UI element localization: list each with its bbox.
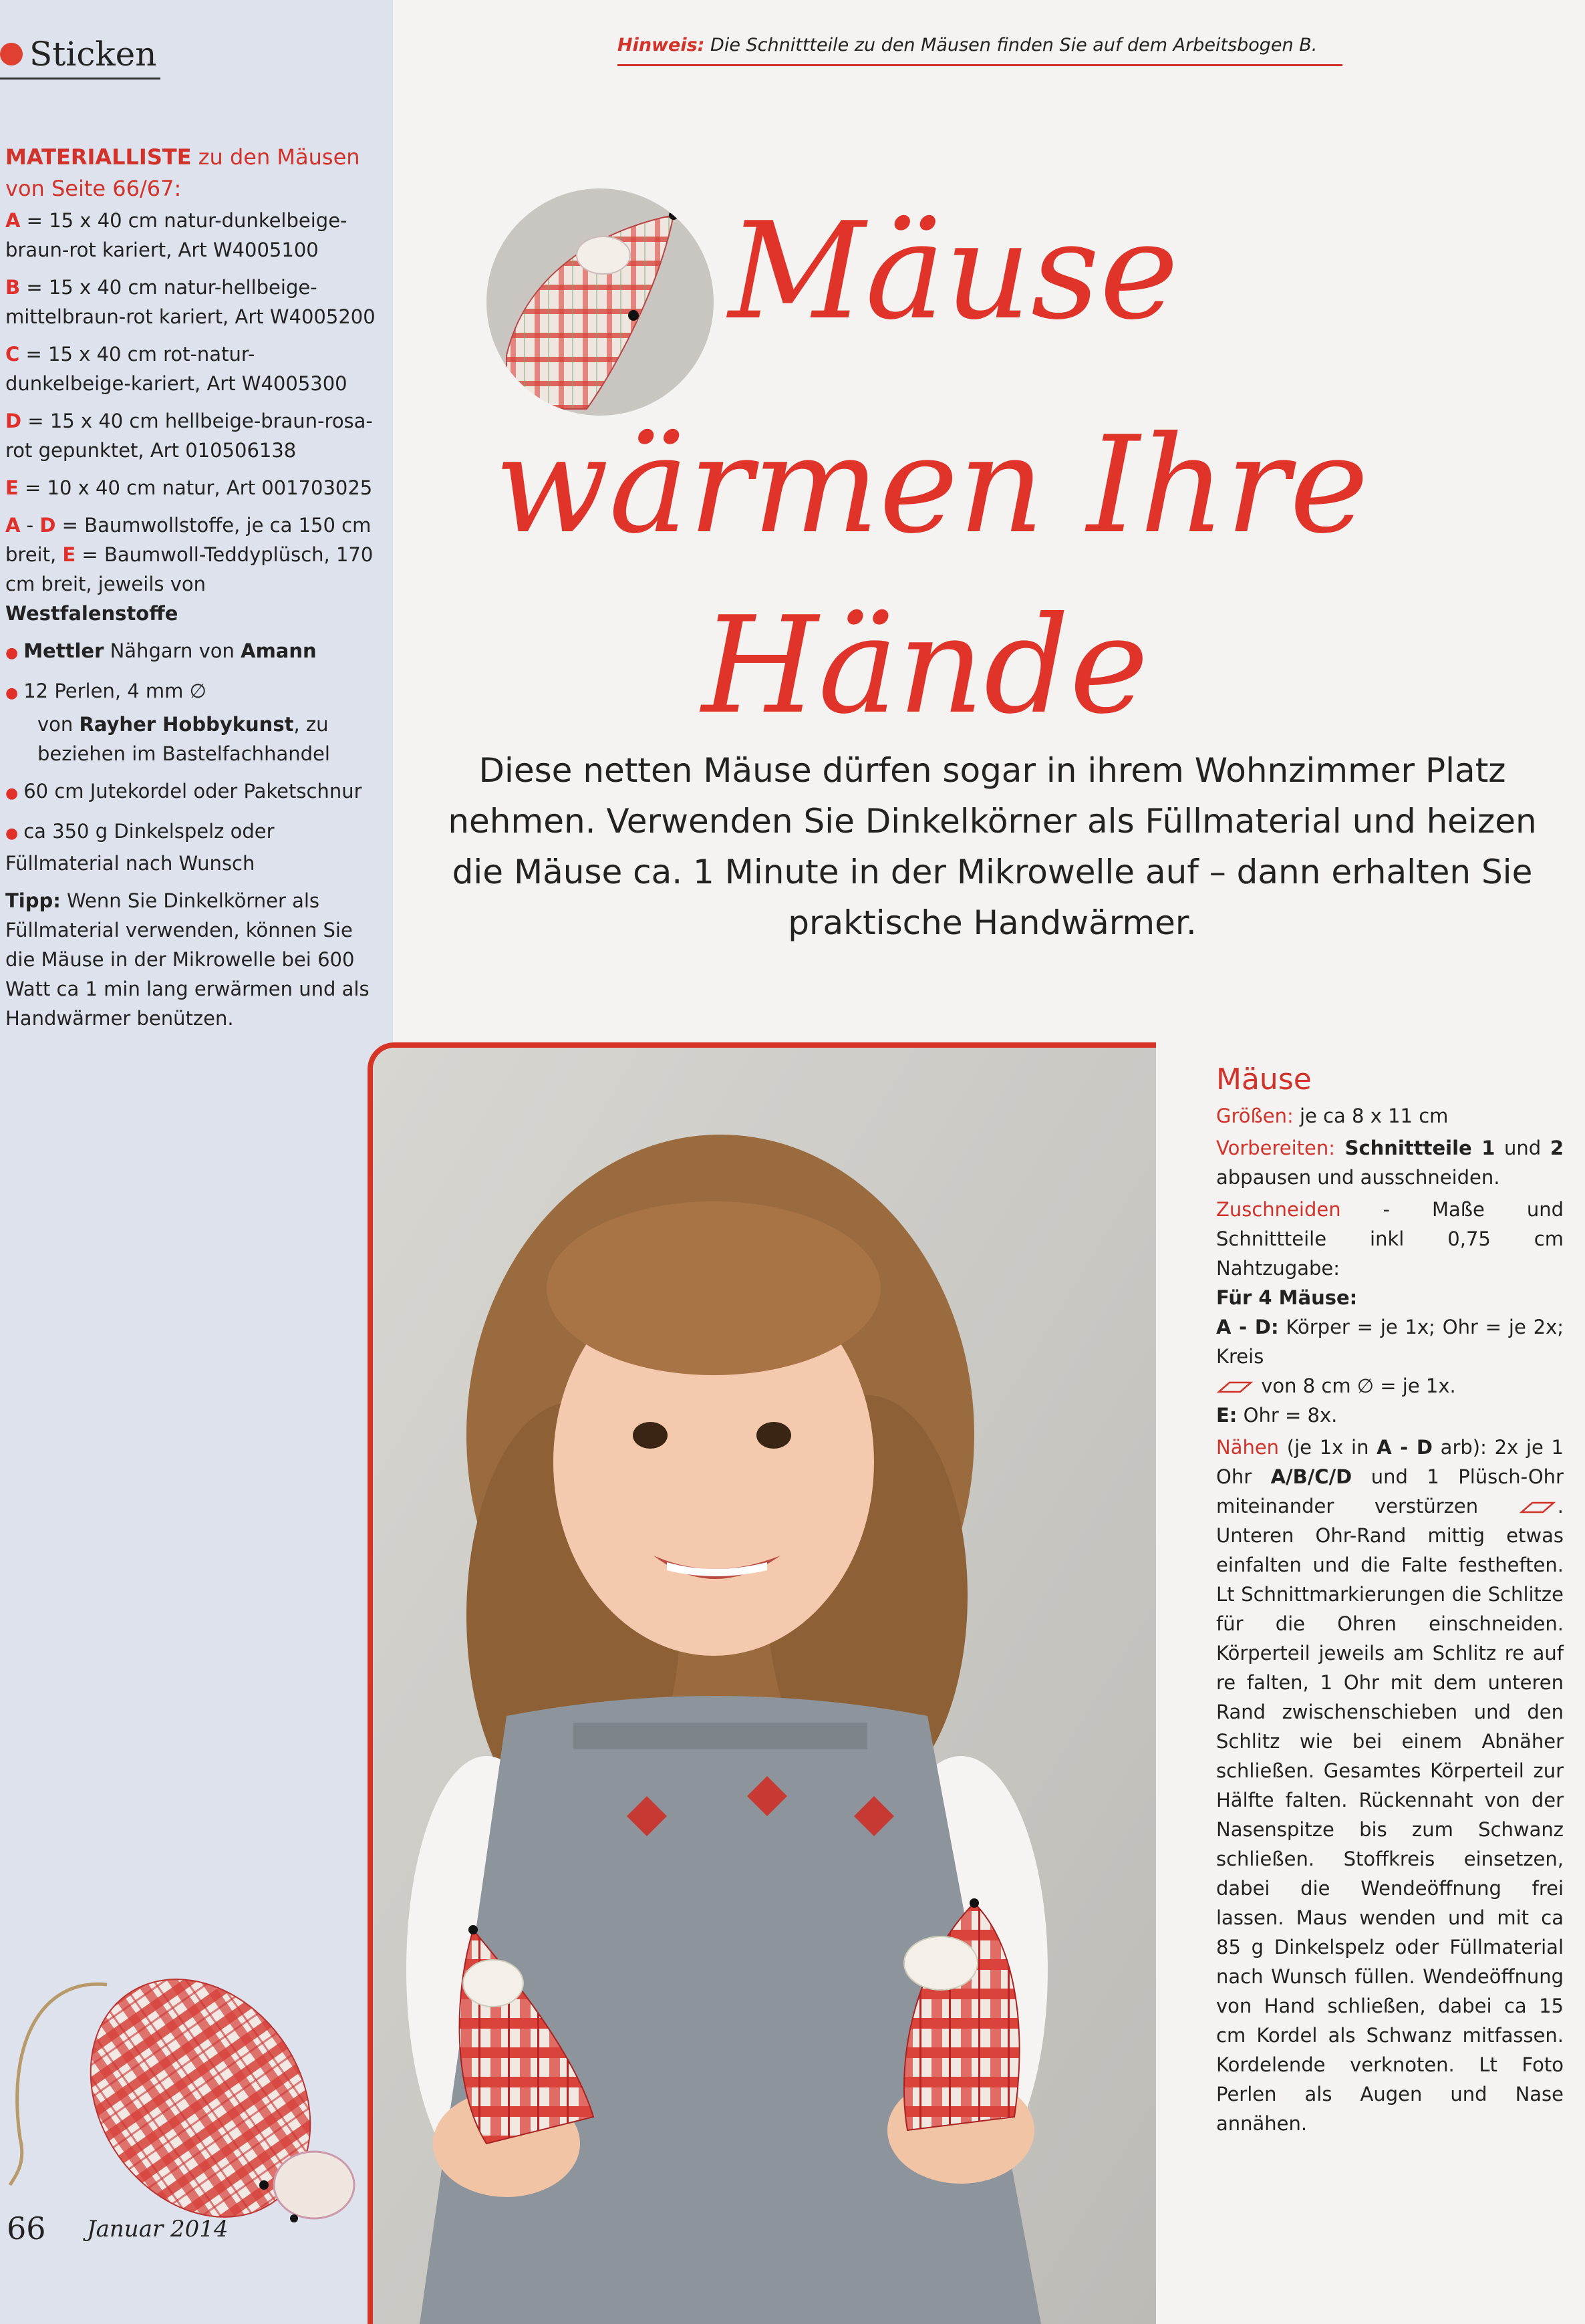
cut-key: E: bbox=[1216, 1404, 1238, 1427]
bullet-subtext bbox=[5, 710, 380, 768]
section-label: Sticken bbox=[29, 35, 157, 74]
bullet-item bbox=[5, 817, 380, 878]
mouse-badge-image bbox=[486, 188, 714, 416]
tip-text: Wenn Sie Dinkelkörner als Füllmaterial verwenden, können Sie die Mäuse in der Mikrowelle bei 600 Watt ca 1 min lang erwärmen und als Handwärmer benützen. bbox=[5, 889, 370, 1030]
bullet-icon: ● bbox=[5, 825, 19, 842]
material-text: = 15 x 40 cm natur-dunkelbeige-braun-rot kariert, Art W4005100 bbox=[5, 209, 347, 261]
seam-symbol-icon bbox=[1519, 1500, 1558, 1515]
page-number: 66 bbox=[7, 2210, 46, 2246]
sidebar bbox=[0, 0, 393, 2324]
brand-name: Mettler bbox=[23, 639, 104, 662]
prep-line bbox=[1216, 1133, 1564, 1192]
sew-line bbox=[1216, 1433, 1564, 2138]
material-list-title: MATERIALLISTE bbox=[5, 144, 192, 170]
material-key: B bbox=[5, 276, 21, 299]
material-text: = 10 x 40 cm natur, Art 001703025 bbox=[18, 476, 373, 499]
intro-paragraph: Diese netten Mäuse dürfen sogar in ihrem Wohnzimmer Platz nehmen. Verwenden Sie Dinkelkörner als Füllmaterial und heizen die Mäuse ca. 1 Minute in der Mikrowelle auf – dann erhalten Sie praktische Handwärmer. bbox=[448, 751, 1537, 942]
material-key: E bbox=[62, 543, 76, 566]
section-rule bbox=[0, 78, 160, 80]
title-line-1: Mäuse bbox=[728, 194, 1179, 349]
bullet-item bbox=[5, 776, 380, 809]
material-list bbox=[5, 142, 380, 1041]
pattern-note bbox=[617, 35, 1317, 55]
bullet-icon: ● bbox=[5, 785, 19, 802]
material-key: D bbox=[5, 410, 22, 432]
brand-name: Amann bbox=[241, 639, 317, 662]
material-item bbox=[5, 473, 380, 502]
cut-text: von 8 cm ∅ = je 1x. bbox=[1255, 1374, 1456, 1397]
material-key: D bbox=[39, 514, 56, 537]
section-dot-icon bbox=[0, 43, 23, 65]
fabric-brand: Westfalenstoffe bbox=[5, 602, 178, 625]
instructions bbox=[1216, 1060, 1564, 2141]
section-tag bbox=[0, 35, 156, 74]
bullet-text: 60 cm Jutekordel oder Paketschnur bbox=[23, 780, 362, 803]
material-item bbox=[5, 206, 380, 265]
material-text: = 15 x 40 cm hellbeige-braun-rosa-rot gepunktet, Art 010506138 bbox=[5, 410, 373, 462]
material-text: = 15 x 40 cm rot-natur-dunkelbeige-kariert, Art W4005300 bbox=[5, 343, 347, 395]
brand-name: Rayher Hobbykunst bbox=[79, 713, 294, 736]
bullet-text: Nähgarn von bbox=[104, 639, 241, 662]
fabric-dash: - bbox=[20, 514, 40, 537]
sew-label: Nähen bbox=[1216, 1436, 1280, 1459]
child-photo bbox=[368, 1042, 1156, 2324]
instructions-heading: Mäuse bbox=[1216, 1062, 1312, 1097]
issue-date: Januar 2014 bbox=[87, 2216, 229, 2242]
sew-text: . Unteren Ohr-Rand mittig etwas einfalten und die Falte festheften. Lt Schnittmarkierungen die Schlitze für die Ohren einschneiden. Körperteil jeweils am Schlitz re auf re falten, 1 Ohr mit dem unteren Rand zwischenschieben und den Schlitz wie bei einem Abnäher schließen. Gesamtes Körperteil zur Hälfte falten. Rückennaht von der Nasenspitze bis zum Schwanz schließen. Stoffkreis einsetzen, dabei die Wendeöffnung frei lassen. Maus wenden und mit ca 85 g Dinkelspelz oder Füllmaterial nach Wunsch füllen. Wendeöffnung von Hand schließen, dabei ca 15 cm Kordel als Schwanz mitfassen. Kordelende verknoten. Lt Foto Perlen als Augen und Nase annähen. bbox=[1216, 1495, 1564, 2135]
size-line bbox=[1216, 1101, 1564, 1131]
material-item bbox=[5, 406, 380, 465]
bullet-item bbox=[5, 636, 380, 668]
cut-line bbox=[1216, 1195, 1564, 1430]
prep-label: Vorbereiten: bbox=[1216, 1137, 1336, 1159]
bullet-text: 12 Perlen, 4 mm ∅ bbox=[23, 680, 206, 702]
title-line-2: wärmen Ihre bbox=[494, 408, 1369, 563]
bullet-text: ca 350 g Dinkelspelz oder Füllmaterial nach Wunsch bbox=[5, 820, 275, 875]
material-item bbox=[5, 339, 380, 398]
child-with-mice-image bbox=[373, 1048, 1156, 2324]
pattern-note-label: Hinweis: bbox=[617, 35, 705, 55]
fabric-text: = Baumwollstoffe, je ca 150 cm breit, bbox=[5, 514, 372, 566]
material-key: A bbox=[5, 209, 21, 232]
bullet-text: , zu beziehen im Bastelfachhandel bbox=[37, 713, 330, 765]
material-list-heading bbox=[5, 142, 380, 204]
cut-text: Ohr = 8x. bbox=[1237, 1404, 1338, 1427]
sew-text: arb): 2x je 1 Ohr bbox=[1216, 1436, 1564, 1488]
fabric-mouse-image bbox=[0, 1965, 374, 2232]
sew-bold: A/B/C/D bbox=[1270, 1465, 1352, 1488]
sew-text: (je 1x in bbox=[1279, 1436, 1377, 1459]
bullet-icon: ● bbox=[5, 645, 19, 662]
title-line-3: Hände bbox=[702, 588, 1149, 744]
tip bbox=[5, 886, 380, 1033]
material-key: A bbox=[5, 514, 21, 537]
size-text: je ca 8 x 11 cm bbox=[1293, 1105, 1449, 1127]
cut-key: A - D: bbox=[1216, 1316, 1279, 1338]
pattern-note-text: Die Schnittteile zu den Mäusen finden Sie auf dem Arbeitsbogen B. bbox=[710, 35, 1318, 55]
material-key: E bbox=[5, 476, 19, 499]
fabric-note bbox=[5, 511, 380, 628]
plaid-mouse-icon bbox=[486, 188, 714, 416]
sew-bold: A - D bbox=[1377, 1436, 1433, 1459]
cut-label: Zuschneiden bbox=[1216, 1198, 1341, 1221]
prep-text: und bbox=[1495, 1137, 1550, 1159]
tip-label: Tipp: bbox=[5, 889, 61, 912]
prep-bold: Schnittteile 1 bbox=[1335, 1137, 1495, 1159]
bullet-text: von bbox=[37, 713, 80, 736]
fabric-text: = Baumwoll-Teddyplüsch, 170 cm breit, jeweils von bbox=[5, 543, 374, 595]
pattern-piece-icon bbox=[1216, 1380, 1255, 1395]
bullet-item bbox=[5, 676, 380, 708]
material-list-subtitle: zu den Mäusen von Seite 66/67: bbox=[5, 144, 360, 201]
prep-text: abpausen und ausschneiden. bbox=[1216, 1166, 1500, 1189]
sew-text: und 1 Plüsch-Ohr miteinander verstürzen bbox=[1216, 1465, 1564, 1517]
bullet-icon: ● bbox=[5, 685, 19, 702]
cut-subheading: Für 4 Mäuse: bbox=[1216, 1286, 1358, 1309]
cut-text: Körper = je 1x; Ohr = je 2x; Kreis bbox=[1216, 1316, 1564, 1368]
material-key: C bbox=[5, 343, 20, 366]
cut-text: - Maße und Schnittteile inkl 0,75 cm Nahtzugabe: bbox=[1216, 1198, 1564, 1280]
material-item bbox=[5, 273, 380, 331]
size-label: Größen: bbox=[1216, 1105, 1294, 1127]
material-text: = 15 x 40 cm natur-hellbeige-mittelbraun-rot kariert, Art W4005200 bbox=[5, 276, 376, 328]
pattern-note-rule bbox=[617, 64, 1342, 66]
prep-bold: 2 bbox=[1550, 1137, 1564, 1159]
